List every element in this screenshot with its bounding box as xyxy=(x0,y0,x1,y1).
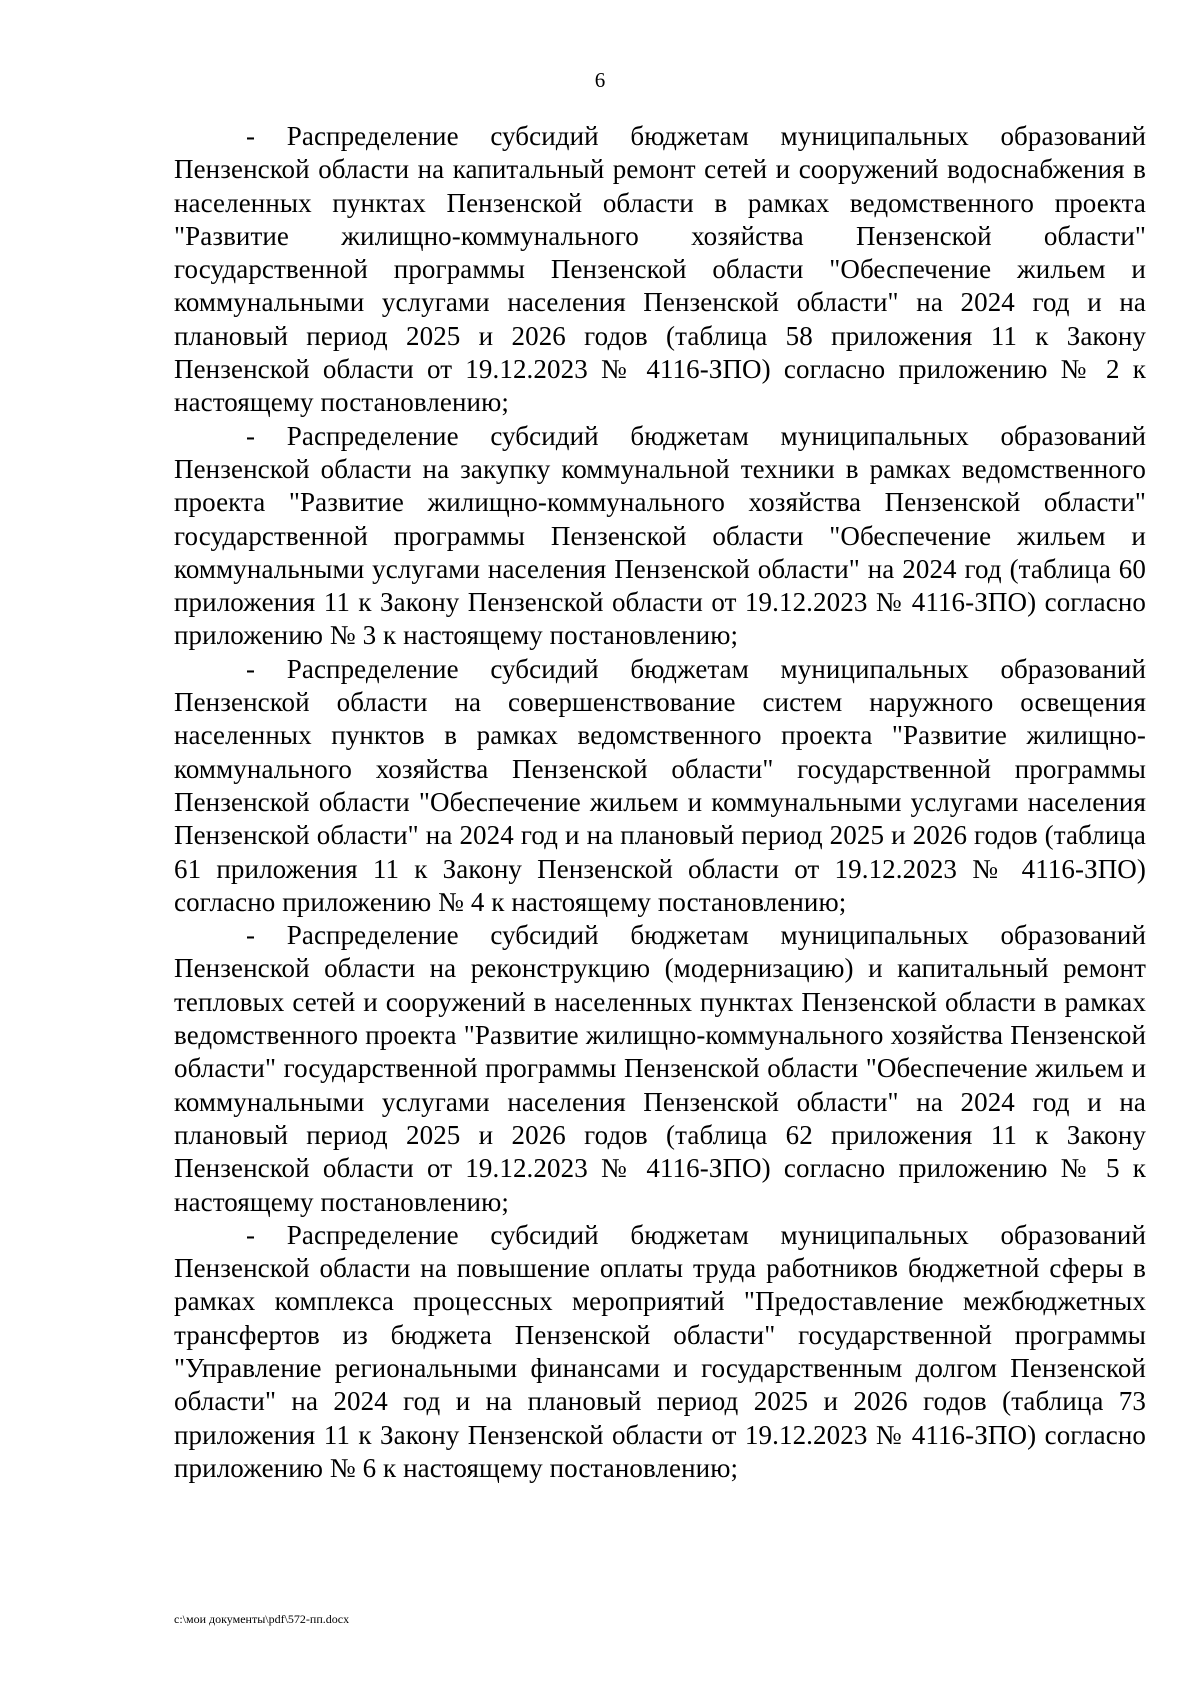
list-item-subsidy-water-supply: - Распределение субсидий бюджетам муниципальных образований Пензенской области на капитальный ремонт сетей и сооружений водоснабжения в населенных пунктах Пензенской области в рамках ведомственного проекта "Развитие жилищно-коммунального хозяйства Пензенской области" государственной программы Пензенской области "Обеспечение жильем и коммунальными услугами населения Пензенской области" на 2024 год и на плановый период 2025 и 2026 годов (таблица 58 приложения 11 к Закону Пензенской области от 19.12.2023 № 4116-ЗПО) согласно приложению № 2 к настоящему постановлению; xyxy=(174,121,1146,418)
list-item-subsidy-heating-networks: - Распределение субсидий бюджетам муниципальных образований Пензенской области на реконструкцию (модернизацию) и капитальный ремонт тепловых сетей и сооружений в населенных пунктах Пензенской области в рамках ведомственного проекта "Развитие жилищно-коммунального хозяйства Пензенской области" государственной программы Пензенской области "Обеспечение жильем и коммунальными услугами населения Пензенской области" на 2024 год и на плановый период 2025 и 2026 годов (таблица 62 приложения 11 к Закону Пензенской области от 19.12.2023 № 4116-ЗПО) согласно приложению № 5 к настоящему постановлению; xyxy=(174,920,1146,1217)
list-item-subsidy-wage-increase: - Распределение субсидий бюджетам муниципальных образований Пензенской области на повышение оплаты труда работников бюджетной сферы в рамках комплекса процессных мероприятий "Предоставление межбюджетных трансфертов из бюджета Пензенской области" государственной программы "Управление региональными финансами и государственным долгом Пензенской области" на 2024 год и на плановый период 2025 и 2026 годов (таблица 73 приложения 11 к Закону Пензенской области от 19.12.2023 № 4116-ЗПО) согласно приложению № 6 к настоящему постановлению; xyxy=(174,1219,1146,1483)
document-body xyxy=(174,120,1146,1485)
list-item-subsidy-utility-vehicles: - Распределение субсидий бюджетам муниципальных образований Пензенской области на закупку коммунальной техники в рамках ведомственного проекта "Развитие жилищно-коммунального хозяйства Пензенской области" государственной программы Пензенской области "Обеспечение жильем и коммунальными услугами населения Пензенской области" на 2024 год (таблица 60 приложения 11 к Закону Пензенской области от 19.12.2023 № 4116-ЗПО) согласно приложению № 3 к настоящему постановлению; xyxy=(174,420,1146,651)
footer-file-path: c:\мои документы\pdf\572-пп.docx xyxy=(174,1612,350,1626)
list-item-subsidy-street-lighting: - Распределение субсидий бюджетам муниципальных образований Пензенской области на совершенствование систем наружного освещения населенных пунктов в рамках ведомственного проекта "Развитие жилищно-коммунального хозяйства Пензенской области" государственной программы Пензенской области "Обеспечение жильем и коммунальными услугами населения Пензенской области" на 2024 год и на плановый период 2025 и 2026 годов (таблица 61 приложения 11 к Закону Пензенской области от 19.12.2023 № 4116-ЗПО) согласно приложению № 4 к настоящему постановлению; xyxy=(174,653,1146,917)
page-number: 6 xyxy=(594,68,606,92)
